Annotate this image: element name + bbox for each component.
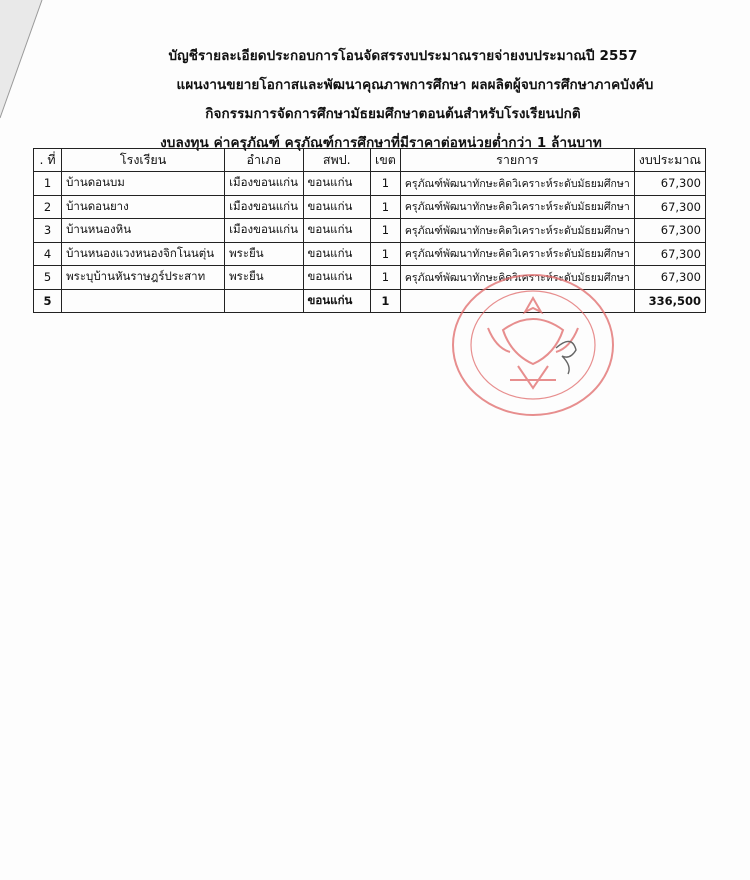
cell-no: 1 [34, 172, 62, 196]
cell-item: ครุภัณฑ์พัฒนาทักษะคิดวิเคราะห์ระดับมัธยมศึกษา [400, 195, 634, 219]
cell-zone: 1 [370, 266, 400, 290]
total-zone: 1 [370, 289, 400, 313]
cell-area: ขอนแก่น [303, 172, 370, 196]
col-header-district: อำเภอ [225, 149, 303, 172]
col-header-area: สพป. [303, 149, 370, 172]
total-count: 5 [34, 289, 62, 313]
cell-area: ขอนแก่น [303, 266, 370, 290]
cell-amount: 67,300 [634, 242, 705, 266]
cell-no: 4 [34, 242, 62, 266]
cell-no: 2 [34, 195, 62, 219]
document-title-block [0, 42, 750, 158]
table-row [34, 242, 706, 266]
table-row [34, 195, 706, 219]
cell-no: 3 [34, 219, 62, 243]
total-area: ขอนแก่น [303, 289, 370, 313]
title-line-2: แผนงานขยายโอกาสและพัฒนาคุณภาพการศึกษา ผลผลิตผู้จบการศึกษาภาคบังคับ [176, 77, 654, 93]
cell-district: เมืองขอนแก่น [225, 195, 303, 219]
cell-school: บ้านดอนยาง [62, 195, 225, 219]
col-header-no: . ที่ [34, 149, 62, 172]
col-header-item: รายการ [400, 149, 634, 172]
cell-area: ขอนแก่น [303, 219, 370, 243]
total-district-blank [225, 289, 303, 313]
table-header-row [34, 149, 706, 172]
col-header-zone: เขต [370, 149, 400, 172]
cell-zone: 1 [370, 195, 400, 219]
total-amount: 336,500 [634, 289, 705, 313]
cell-amount: 67,300 [634, 172, 705, 196]
total-school-blank [62, 289, 225, 313]
cell-item: ครุภัณฑ์พัฒนาทักษะคิดวิเคราะห์ระดับมัธยมศึกษา [400, 242, 634, 266]
cell-school: บ้านหนองหิน [62, 219, 225, 243]
cell-amount: 67,300 [634, 219, 705, 243]
cell-school: บ้านหนองแวงหนองจิกโนนตุ่น [62, 242, 225, 266]
col-header-amount: งบประมาณ [634, 149, 705, 172]
title-line-1: บัญชีรายละเอียดประกอบการโอนจัดสรรงบประมาณรายจ่ายงบประมาณปี 2557 [168, 48, 638, 64]
cell-zone: 1 [370, 172, 400, 196]
cell-school: บ้านดอนบม [62, 172, 225, 196]
cell-no: 5 [34, 266, 62, 290]
cell-zone: 1 [370, 219, 400, 243]
col-header-school: โรงเรียน [62, 149, 225, 172]
table-row [34, 172, 706, 196]
cell-area: ขอนแก่น [303, 195, 370, 219]
cell-district: เมืองขอนแก่น [225, 219, 303, 243]
title-line-3: กิจกรรมการจัดการศึกษามัธยมศึกษาตอนต้นสำหรับโรงเรียนปกติ [205, 106, 581, 122]
cell-district: พระยืน [225, 266, 303, 290]
title-line-4: งบลงทุน ค่าครุภัณฑ์ ครุภัณฑ์การศึกษาที่มีราคาต่อหน่วยต่ำกว่า 1 ล้านบาท [160, 135, 602, 151]
cell-item: ครุภัณฑ์พัฒนาทักษะคิดวิเคราะห์ระดับมัธยมศึกษา [400, 172, 634, 196]
official-seal-stamp [448, 270, 618, 420]
cell-amount: 67,300 [634, 195, 705, 219]
cell-item: ครุภัณฑ์พัฒนาทักษะคิดวิเคราะห์ระดับมัธยมศึกษา [400, 266, 634, 290]
cell-district: พระยืน [225, 242, 303, 266]
cell-school: พระบุบ้านหันราษฎร์ประสาท [62, 266, 225, 290]
cell-amount: 67,300 [634, 266, 705, 290]
cell-zone: 1 [370, 242, 400, 266]
table-row [34, 219, 706, 243]
cell-item: ครุภัณฑ์พัฒนาทักษะคิดวิเคราะห์ระดับมัธยมศึกษา [400, 219, 634, 243]
cell-district: เมืองขอนแก่น [225, 172, 303, 196]
cell-area: ขอนแก่น [303, 242, 370, 266]
